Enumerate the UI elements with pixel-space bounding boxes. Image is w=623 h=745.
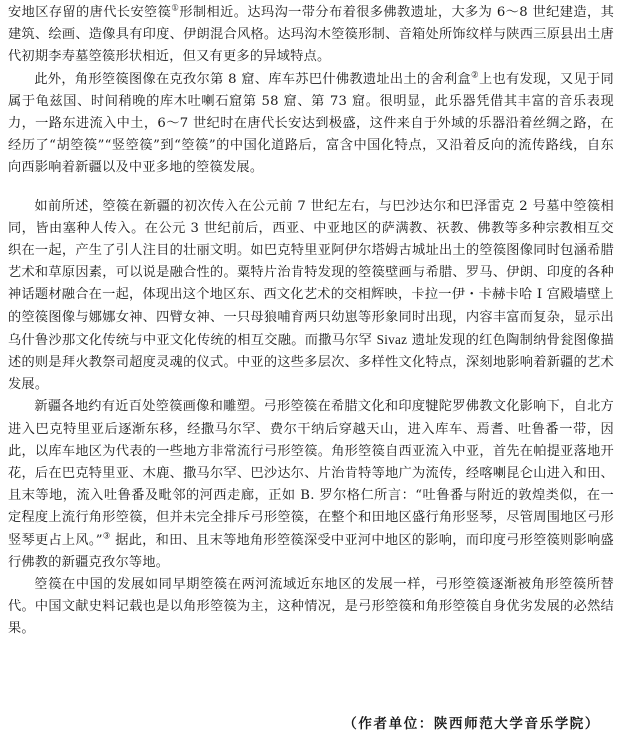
text-run: 新疆各地约有近百处箜篌画像和雕塑。弓形箜篌在希腊文化和印度犍陀罗佛教文化影响下，自北方进入巴克特里亚后逐渐东移，经撒马尔罕、费尔干纳后穿越天山，进入库车、焉耆、吐鲁番一带，因此，以库车地区为代表的一些地方非常流行弓形箜篌。角形箜篌自西亚流入中亚，首先在帕提亚落地开花，后在巴克特里亚、木鹿、撒马尔罕、巴沙达尔、片治肯特等地广为流传，经喀喇昆仑山进入和田、且末等地，流入吐鲁番及毗邻的河西走廊，正如 B. 罗尔格仁所言：“吐鲁番与附近的敦煌类似，在一定程度上流行角形箜篌，但并未完全排斥弓形箜篌，在整个和田地区盛行角形竖琴，尽管周围地区弓形竖琴更占上风。” — [8, 399, 614, 548]
latin-term: Sivaz — [376, 331, 408, 347]
author-affiliation: （作者单位：陕西师范大学音乐学院） — [343, 716, 600, 732]
paragraph-gap — [8, 180, 614, 196]
document-page — [8, 2, 614, 641]
text-run: 遗址发现的红色陶制纳骨瓮图像描述的则是拜火教祭司超度灵魂的仪式。中亚的这些多层次、多样性文化特点，深刻地影响着新疆的艺术发展。 — [8, 332, 614, 393]
paragraph-1 — [8, 2, 614, 69]
paragraph-5 — [8, 574, 614, 641]
text-run: 上也有发现，又见于同属于龟兹国、时间稍晚的库木吐喇石窟第 58 窟、第 73 窟。很明显，此乐器凭借其丰富的音乐表现力，一路东进流入中土，6～7 世纪时在唐代长安达到极盛，这件来自于外域的乐器沿着丝绸之路，在经历了“胡箜篌”“竖箜篌”到“箜篌”的中国化道路后，富含中国化特点，又沿着反向的流传路线，自东向西影响着新疆以及中亚多地的箜篌发展。 — [8, 71, 614, 176]
text-run: 据此，和田、且末等地角形箜篌深受中亚河中地区的影响，而印度弓形箜篌则影响盛行佛教的新疆克孜尔等地。 — [8, 532, 614, 570]
text-run: 箜篌在中国的发展如同早期箜篌在两河流域近东地区的发展一样，弓形箜篌逐渐被角形箜篌所替代。中国文献史料记载也是以角形箜篌为主，这种情况，是弓形箜篌和角形箜篌自身优劣发展的必然结果。 — [8, 577, 614, 637]
text-run: 安地区存留的唐代长安箜篌 — [8, 5, 172, 20]
text-run: 如前所述，箜篌在新疆的初次传入在公元前 7 世纪左右，与巴沙达尔和巴泽雷克 2 号墓中箜篌相同，皆由塞种人传入。在公元 3 世纪前后，西亚、中亚地区的萨满教、祆教、佛教等多种宗教相互交织在一起，产生了引人注目的壮丽文明。如巴克特里亚阿伊尔塔姆古城址出土的箜篌图像同时包涵希腊艺术和草原因素，可以说是融合性的。粟特片治肯特发现的箜篌壁画与希腊、罗马、伊朗、印度的各种神话题材融合在一起，体现出这个地区东、西文化艺术的交相辉映，卡拉一伊・卡赫卡哈 I 宫殿墙壁上的箜篌图像与娜娜女神、四臂女神、一只母狼哺育两只幼崽等形象同时出现，内容丰富而复杂，显示出乌什鲁沙那文化传统与中亚文化传统的相互交融。而撒马尔罕 — [8, 198, 614, 348]
footnote-marker[interactable]: ① — [171, 3, 180, 14]
text-run: 此外，角形箜篌图像在克孜尔第 8 窟、库车苏巴什佛教遗址出土的舍利盒 — [34, 71, 471, 87]
footnote-marker[interactable]: ③ — [102, 531, 111, 542]
footnote-marker[interactable]: ② — [470, 70, 479, 81]
paragraph-2 — [8, 69, 614, 180]
paragraph-4 — [8, 396, 614, 574]
paragraph-3 — [8, 196, 614, 397]
text-run: 形制相近。达玛沟一带分布着很多佛教遗址，大多为 6～8 世纪建造，其建筑、绘画、造像具有印度、伊朗混合风格。达玛沟木箜篌形制、音箱处所饰纹样与陕西三原县出土唐代初期李寿墓箜篌形状相近，但又有更多的异域特点。 — [8, 5, 615, 65]
